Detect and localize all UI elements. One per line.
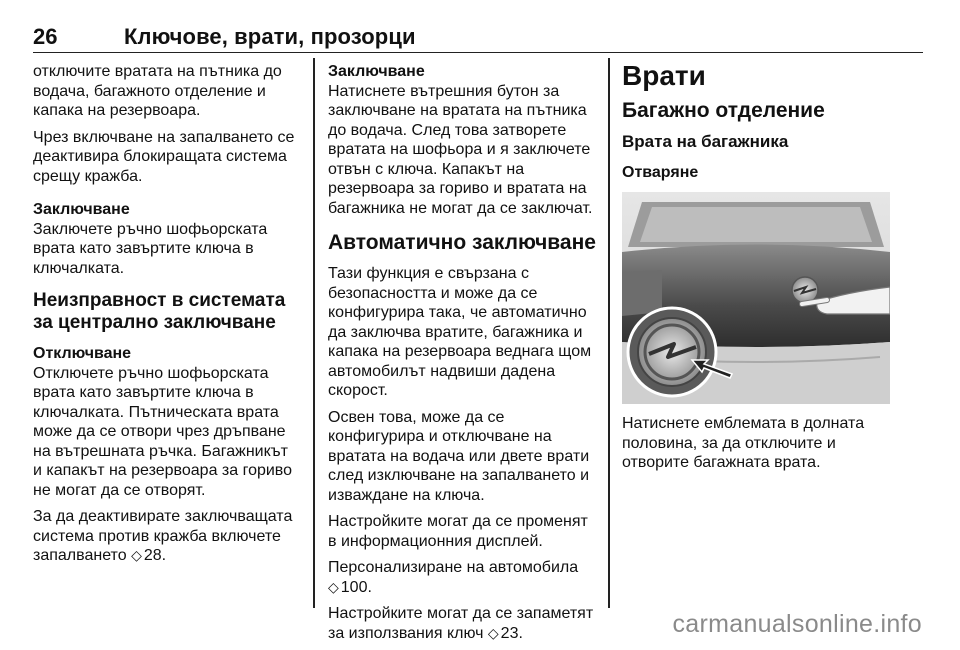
page-ref-icon: ◇ bbox=[131, 547, 142, 563]
page-ref[interactable]: 23. bbox=[500, 624, 523, 642]
column-divider bbox=[608, 58, 610, 608]
column-divider bbox=[313, 58, 315, 608]
running-title: Ключове, врати, прозорци bbox=[124, 24, 416, 49]
subsection-heading: Врата на багажника bbox=[622, 132, 789, 151]
paragraph bbox=[33, 507, 301, 566]
paragraph: отключите вратата на пътника до водача, багажното отделение и капака на резервоара. bbox=[33, 63, 282, 119]
paragraph bbox=[328, 604, 596, 643]
subheading-unlocking: Отключване bbox=[33, 345, 132, 362]
section-heading: Багажно отделение bbox=[622, 99, 825, 122]
column-3 bbox=[622, 62, 890, 480]
paragraph: Тази функция е свързана с безопасността и може да се конфигурира така, че автоматично да заключва вратите, багажника и капака на резервоара веднага щом автомобилът надвиши дадена скорост. bbox=[328, 265, 592, 399]
section-heading: Неизправност в системата за централно заключване bbox=[33, 290, 286, 333]
subsubsection-heading: Отваряне bbox=[622, 164, 699, 181]
paragraph-text: Настройките могат да се запаметят за използвания ключ bbox=[328, 605, 594, 642]
paragraph: Настройките могат да се променят в информационния дисплей. bbox=[328, 513, 588, 550]
tailgate-emblem-illustration bbox=[622, 192, 890, 404]
watermark: carmanualsonline.info bbox=[672, 610, 922, 638]
paragraph-text: За да деактивирате заключващата система против кражба включете запалването bbox=[33, 508, 293, 564]
chapter-heading: Врати bbox=[622, 60, 706, 91]
paragraph: Заключете ръчно шофьорската врата като завъртите ключа в ключалката. bbox=[33, 220, 268, 277]
paragraph-text: Персонализиране на автомобила bbox=[328, 559, 579, 576]
paragraph: Натиснете вътрешния бутон за заключване на вратата на пътника до водача. След това затворете вратата на шофьора и я заключете отвън с ключа. Капакът на резервоара за гориво и вратата на багажника не могат да се заключат. bbox=[328, 82, 593, 217]
paragraph: Освен това, може да се конфигурира и отключване на вратата на водача или двете врати след изключване на запалването и изваждане на ключа. bbox=[328, 408, 590, 504]
column-1 bbox=[33, 62, 301, 573]
page-header bbox=[33, 18, 923, 53]
figure-caption: Натиснете емблемата в долната половина, за да отключите и отворите багажната врата. bbox=[622, 415, 865, 471]
column-2 bbox=[328, 62, 596, 650]
paragraph: Отключете ръчно шофьорската врата като завъртите ключа в ключалката. Пътническата врата може да се отвори чрез дръпване на вътрешната ръчка. Багажникът и капакът на резервоара за гориво не могат да се отворят. bbox=[33, 364, 293, 499]
page-ref[interactable]: 100. bbox=[340, 578, 372, 596]
page-ref-icon: ◇ bbox=[487, 624, 499, 641]
section-heading: Автоматично заключване bbox=[328, 231, 596, 254]
page-ref-icon: ◇ bbox=[328, 578, 339, 595]
subheading-locking: Заключване bbox=[328, 63, 425, 80]
paragraph: Чрез включване на запалването се деактивира блокиращата система срещу кражба. bbox=[33, 128, 295, 185]
subheading-locking: Заключване bbox=[33, 201, 130, 218]
page-ref[interactable]: 28. bbox=[143, 547, 167, 564]
paragraph bbox=[328, 558, 596, 597]
page-number: 26 bbox=[33, 24, 58, 49]
